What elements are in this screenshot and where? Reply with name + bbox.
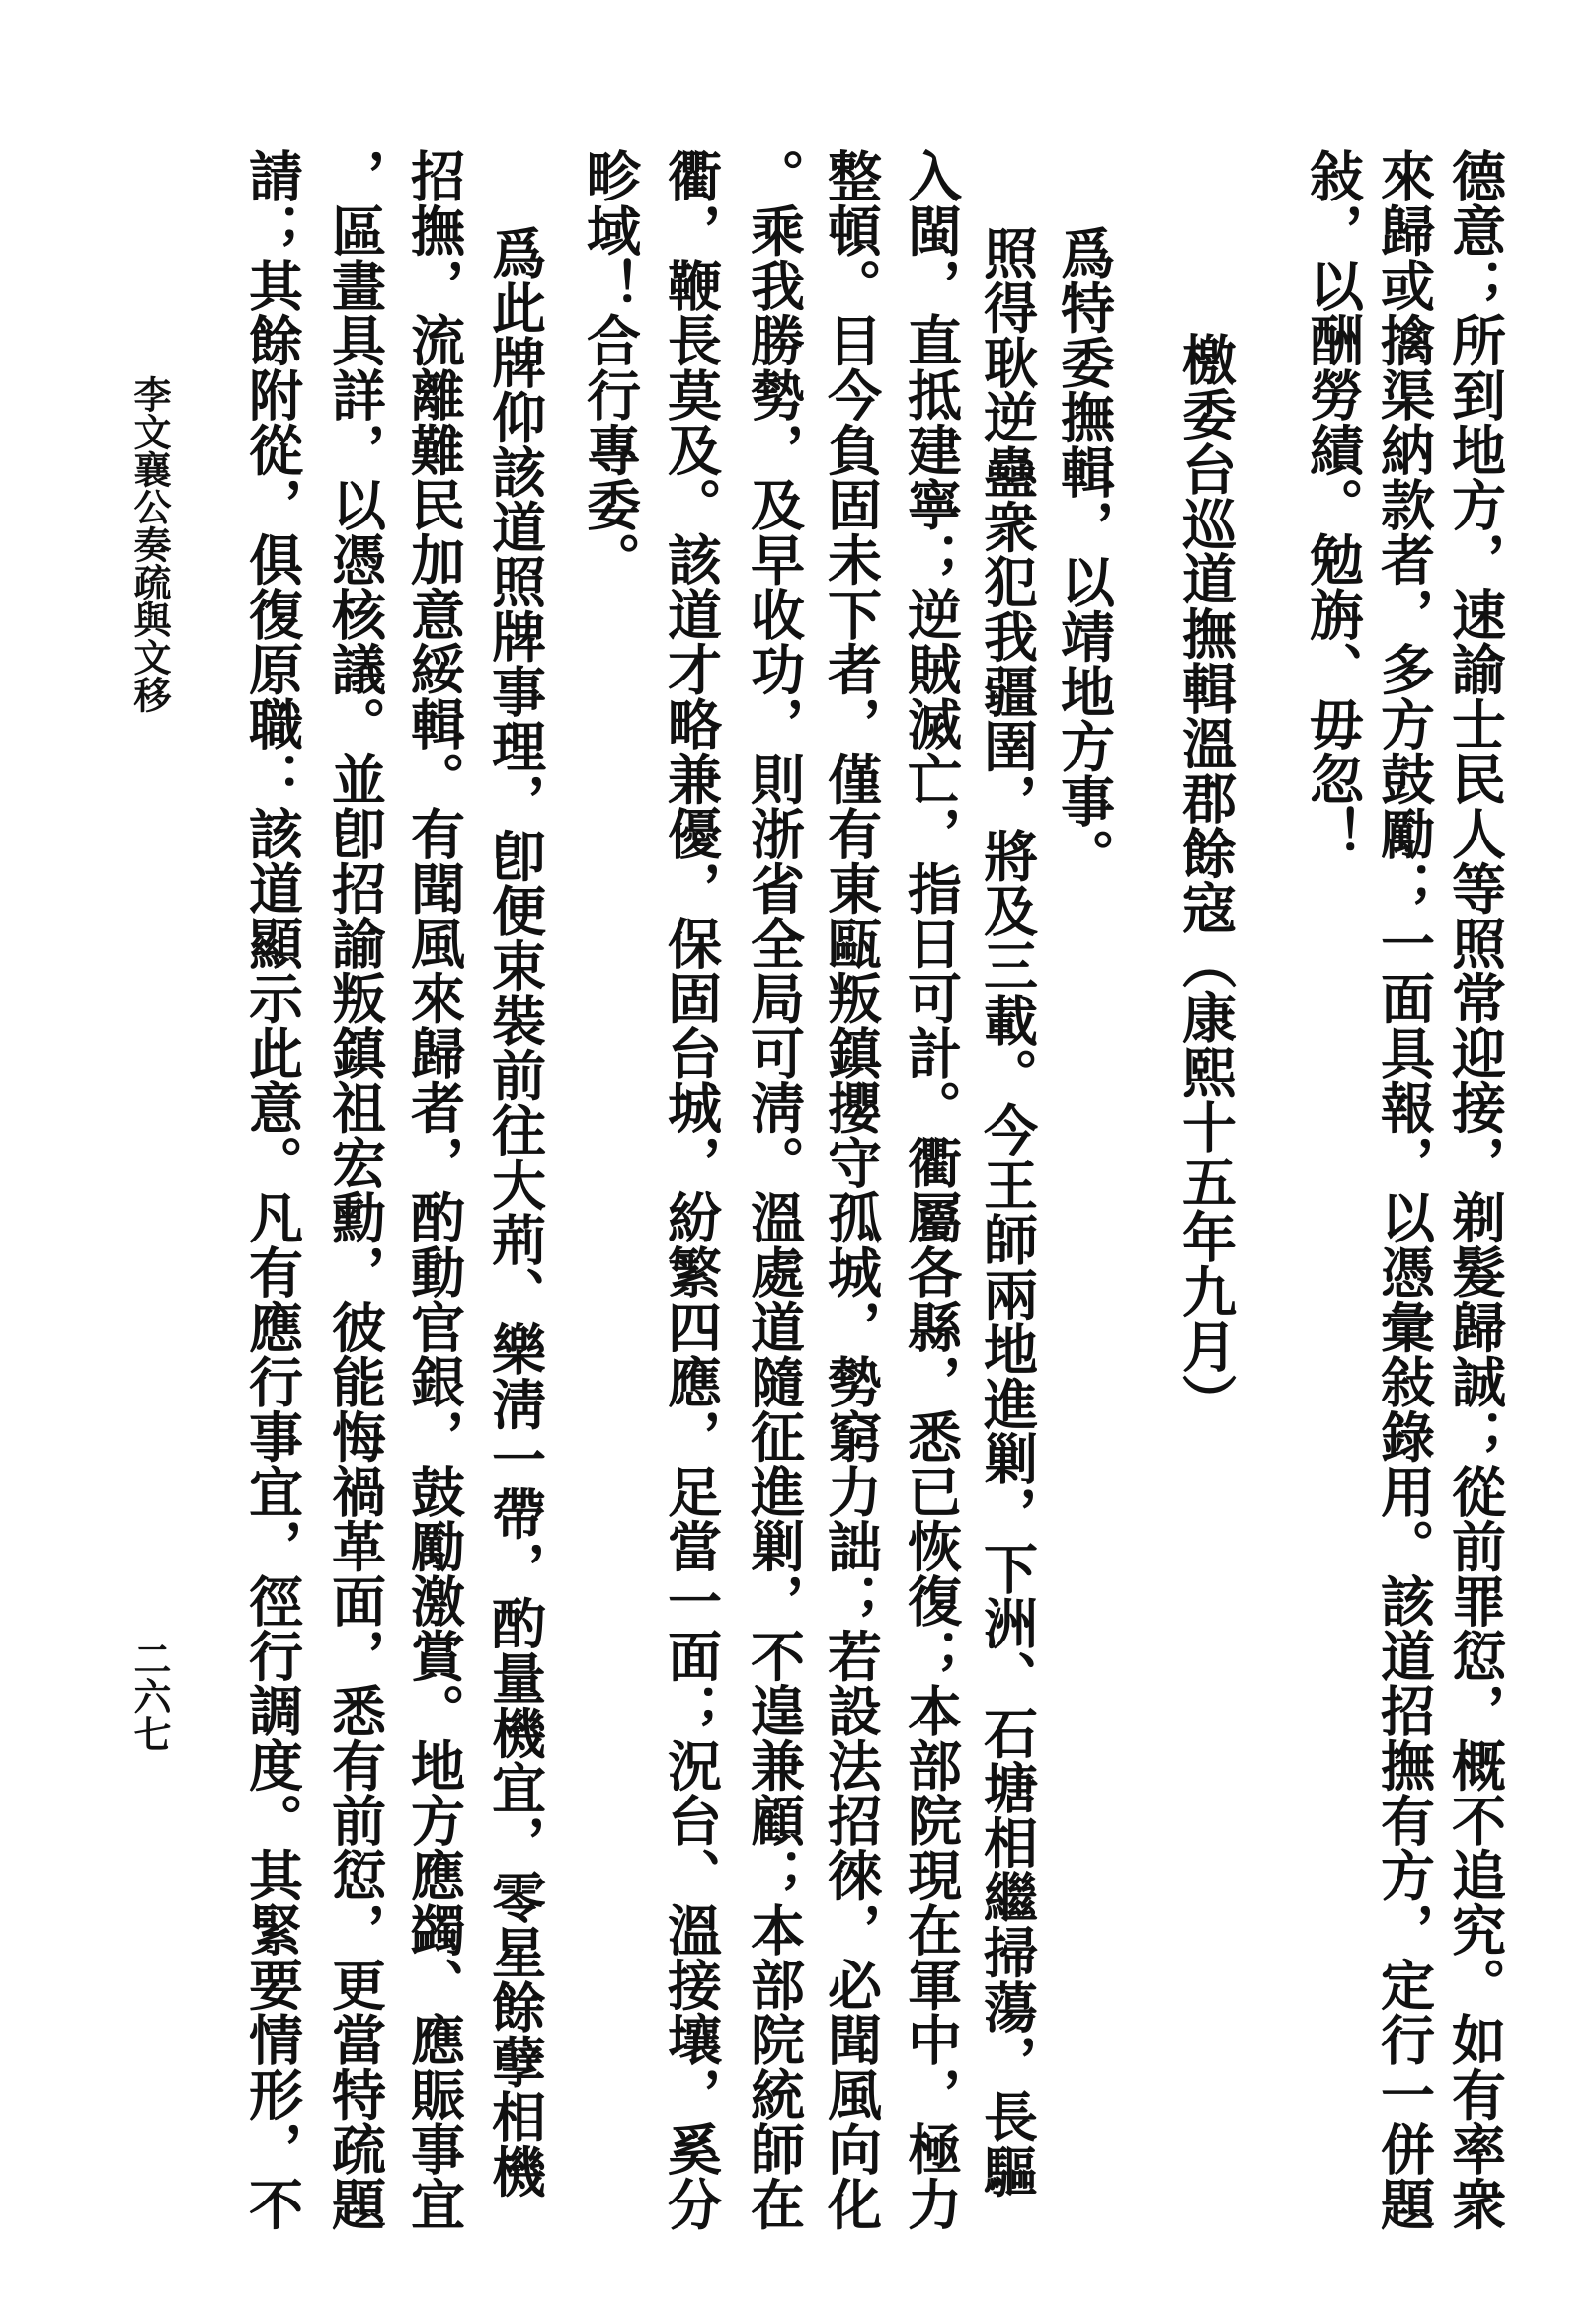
running-title: 李文襄公奏疏與文移: [127, 375, 171, 713]
text-column-11: 畛域！合行專委。: [578, 148, 642, 587]
page-number: 二六七: [127, 1640, 171, 1752]
text-column-14: ，區畫具詳，以憑核議。並卽招諭叛鎮祖宏勳，彼能悔禍革面，悉有前愆，更當特疏題: [323, 148, 387, 2231]
text-column-12: 爲此牌仰該道照牌事理，卽便束裝前往大荊、樂淸一帶，酌量機宜，零星餘孽相機: [483, 225, 547, 2199]
text-column-9: 。乘我勝勢，及早收功，則浙省全局可淸。溫處道隨征進剿，不遑兼顧；本部院統師在: [742, 148, 806, 2231]
text-column-2: 來歸或擒渠納款者，多方鼓勵；一面具報，以憑彙敍錄用。該道招撫有方，定行一併題: [1372, 148, 1436, 2231]
text-column-5: 爲特委撫輯，以靖地方事。: [1052, 225, 1116, 883]
text-column-8: 整頓。目今負固未下者，僅有東甌叛鎮攖守孤城，勢窮力詘；若設法招徠，必聞風向化: [819, 148, 883, 2231]
text-column-1: 德意；所到地方，速諭士民人等照常迎接，剃髮歸誠；從前罪愆，概不追究。如有率衆: [1443, 148, 1507, 2231]
section-heading: 檄委台巡道撫輯溫郡餘寇（康熙十五年九月）: [1173, 332, 1237, 1428]
text-column-7: 入閩，直抵建寧；逆賊滅亡，指日可計。衢屬各縣，悉已恢復；本部院現在軍中，極力: [899, 148, 963, 2231]
text-column-6: 照得耿逆蠱衆犯我疆圉，將及三載。今王師兩地進剿，下洲、石塘相繼掃蕩，長驅: [975, 225, 1039, 2199]
text-column-10: 衢，鞭長莫及。該道才略兼優，保固台城，紛繁四應，足當一面；況台、溫接壤，奚分: [659, 148, 723, 2231]
text-column-15: 請；其餘附從，俱復原職：該道顯示此意。凡有應行事宜，徑行調度。其緊要情形，不: [240, 148, 304, 2231]
text-column-3: 敍，以酬勞績。勉旃、毋忽！: [1301, 148, 1365, 861]
text-column-13: 招撫，流離難民加意綏輯。有聞風來歸者，酌動官銀，鼓勵激賞。地方應蠲、應賑事宜: [402, 148, 466, 2231]
